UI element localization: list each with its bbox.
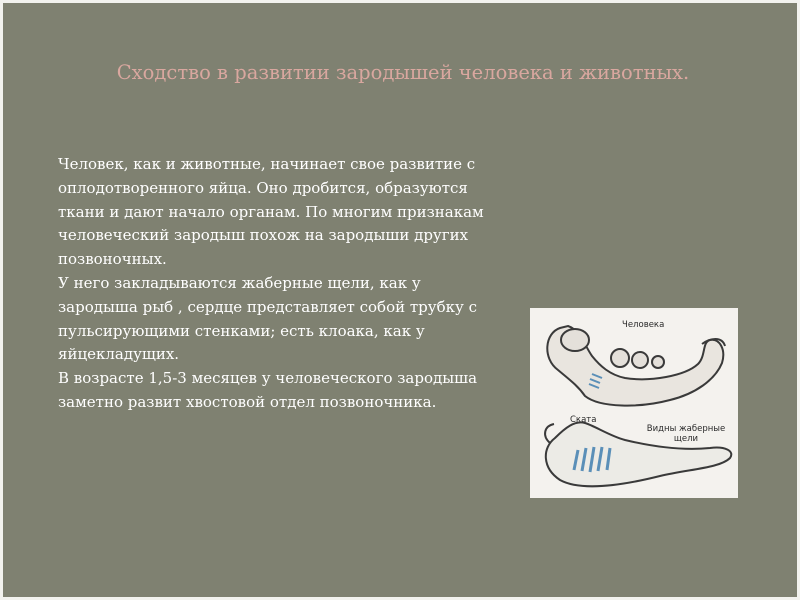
label-gills: Видны жаберные щели xyxy=(646,424,726,444)
paragraph-3: В возрасте 1,5-3 месяцев у человеческого зародыша заметно развит хвостовой отдел позвоночника. xyxy=(58,369,478,411)
paragraph-1: Человек, как и животные, начинает свое развитие с оплодотворенного яйца. Оно дробится, образуются ткани и дают начало органам. По многим признакам человеческий зародыш похож на зародыши других позвоночных. xyxy=(58,155,484,269)
paragraph-2: У него закладываются жаберные щели, как у зародыша рыб , сердце представляет собой трубку с пульсирующими стенками; есть клоака, как у яйцекладущих. xyxy=(58,273,477,364)
label-ray: Ската xyxy=(570,415,597,425)
body-text xyxy=(58,153,498,415)
slide-title: Сходство в развитии зародышей человека и животных. xyxy=(116,61,690,84)
embryo-illustration xyxy=(530,308,738,498)
embryo-drawing xyxy=(530,308,738,498)
human-embryo-shape xyxy=(547,326,725,406)
label-human: Человека xyxy=(622,320,665,330)
